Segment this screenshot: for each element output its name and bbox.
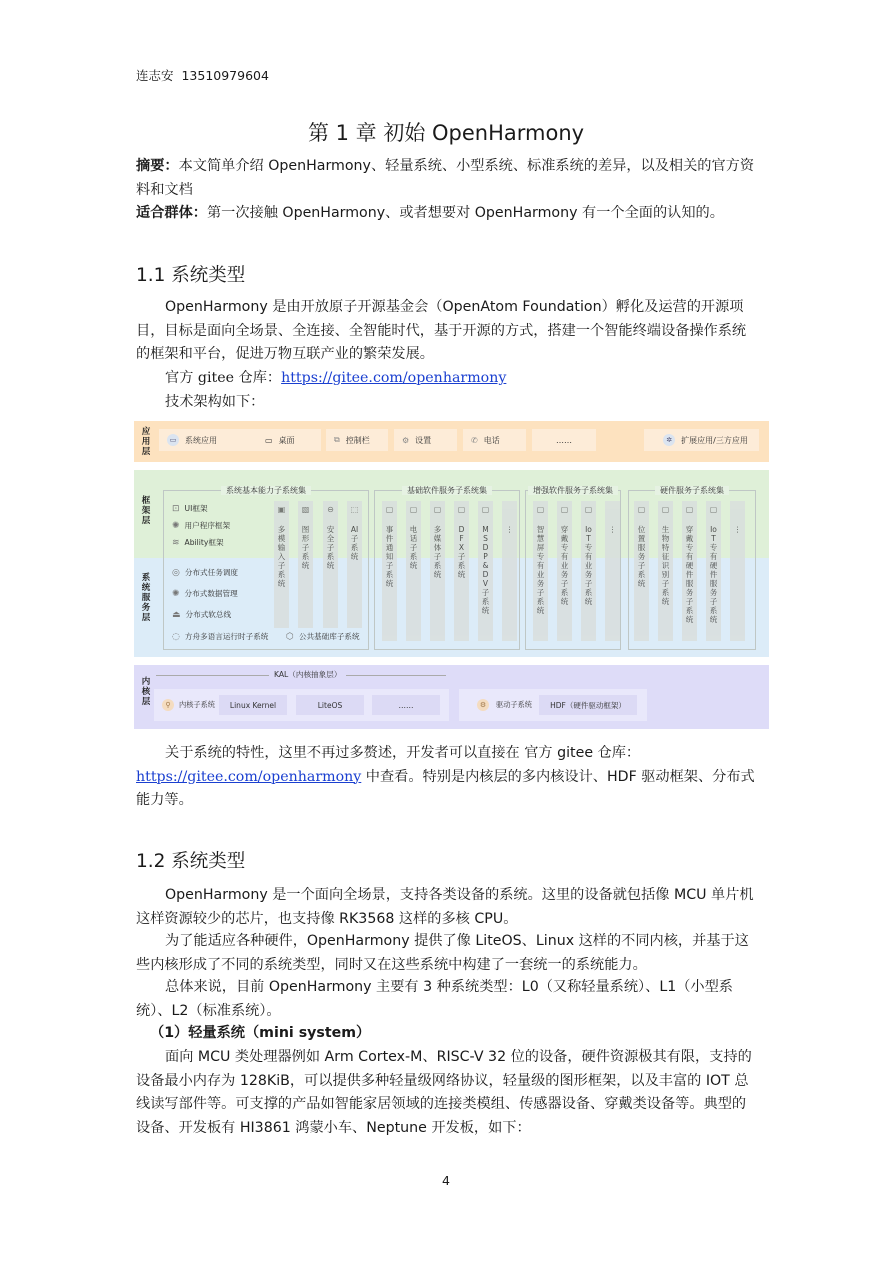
- fw-label: UI框架: [184, 504, 208, 513]
- control-icon: ⧉: [334, 435, 340, 444]
- app-layer-label: 应用层: [141, 427, 151, 457]
- fw-user: [172, 520, 230, 531]
- repo-link[interactable]: https://gitee.com/openharmony: [281, 370, 507, 386]
- kernel-subsystem-box: [154, 689, 449, 721]
- column-label: 多模输入子系统: [277, 525, 286, 588]
- column-label: 事件通知子系统: [385, 525, 394, 588]
- column-hardware-0: [634, 501, 649, 641]
- app-item-label: 系统应用: [185, 435, 217, 445]
- column-label: 穿戴专有硬件服务子系统: [685, 525, 694, 624]
- driver-subsystem-label: 驱动子系统: [496, 700, 532, 709]
- kernel-linux: Linux Kernel: [219, 695, 287, 715]
- audience-paragraph: [136, 202, 758, 226]
- desktop-icon: ▭: [265, 435, 273, 445]
- app-item-label: 电话: [483, 435, 500, 445]
- ability-icon: ≋: [172, 537, 180, 548]
- chapter-title: 第 1 章 初始 OpenHarmony: [307, 121, 585, 145]
- column-enhanced-2: [581, 501, 596, 641]
- app-item-settings: [394, 429, 457, 451]
- column-software-5: [502, 501, 517, 641]
- app-item-desktop: [257, 429, 321, 451]
- panel-title: [526, 485, 620, 496]
- column-software-3: [454, 501, 469, 641]
- summary-label: 摘要：: [136, 158, 179, 174]
- column-enhanced-0: [533, 501, 548, 641]
- subsystem-icon: ▢: [709, 505, 718, 514]
- kernel-layer: [134, 665, 769, 729]
- section-heading-1-1: 1.1 系统类型: [136, 265, 246, 286]
- user-framework-icon: ✺: [172, 520, 180, 531]
- subsystem-icon: ▢: [481, 505, 490, 514]
- paragraph-1-2-a: OpenHarmony 是一个面向全场景，支持各类设备的系统。这里的设备就包括像 MCU 单片机这样资源较少的芯片，也支持像 RK3568 这样的多核 CPU。: [136, 887, 754, 927]
- audience-text: 第一次接触 OpenHarmony、或者想要对 OpenHarmony 有一个全面的认知的。: [206, 205, 724, 221]
- more-icon: [605, 505, 620, 519]
- kernel-layer-label: 内核层: [141, 677, 151, 707]
- svc-label: 方舟多语言运行时子系统: [184, 632, 269, 641]
- repo-line: [136, 367, 758, 391]
- page-header: [136, 66, 269, 84]
- hdf-box: HDF（硬件驱动框架）: [539, 695, 637, 715]
- column-software-2: [430, 501, 445, 641]
- mini-system-paragraph: 面向 MCU 类处理器例如 Arm Cortex-M、RISC-V 32 位的设备，硬件资源极其有限，支持的设备最小内存为 128KiB，可以提供多种轻量级网络协议，轻量级的图形框架，以及丰富的 IOT 总线读写部件等。可支撑的产品如智能家居领域的连接类模组、传感器设备、穿戴类设备等。典型的设备、开发板有 HI3861 鸿蒙小车、Neptune 开发板，如下：: [136, 1049, 752, 1136]
- kernel-liteos: LiteOS: [296, 695, 364, 715]
- app-layer: [134, 421, 769, 462]
- svc-data: [172, 588, 238, 599]
- column-software-0: [382, 501, 397, 641]
- puzzle-icon: ✲: [663, 434, 675, 446]
- panel-title-text: 基础软件服务子系统集: [402, 486, 492, 495]
- ui-framework-icon: ⊡: [172, 503, 180, 514]
- column-hardware-1: [658, 501, 673, 641]
- svc-label: 公共基础库子系统: [298, 632, 360, 641]
- ai-icon: ⬚: [350, 505, 359, 514]
- arch-intro: 技术架构如下：: [165, 394, 265, 410]
- common-lib-icon: ⬡: [286, 631, 294, 642]
- fw-label: Ability框架: [184, 538, 224, 547]
- panel-title-text: 硬件服务子系统集: [655, 486, 729, 495]
- app-item-control: [326, 429, 388, 451]
- subsystem-icon: ▢: [685, 505, 694, 514]
- app-item-phone: [463, 429, 526, 451]
- svc-label: 分布式任务调度: [184, 568, 239, 577]
- svc-common: [286, 631, 360, 642]
- architecture-diagram: [134, 421, 769, 729]
- subsystem-icon: ▢: [385, 505, 394, 514]
- softbus-icon: ⏏: [172, 609, 181, 620]
- column-label: 位置服务子系统: [637, 525, 646, 588]
- fw-ui: [172, 503, 208, 514]
- features-paragraph: [136, 742, 758, 813]
- column-hardware-2: [682, 501, 697, 641]
- app-icon: ▭: [167, 434, 179, 446]
- audience-label: 适合群体：: [136, 205, 207, 221]
- key-icon: ⊖: [327, 505, 334, 514]
- app-item-label: ……: [556, 435, 572, 445]
- kernel-icon: ⚲: [162, 699, 174, 711]
- features-prefix: 关于系统的特性，这里不再过多赘述，开发者可以直接在 官方 gitee 仓库：: [165, 745, 641, 761]
- column-label: ⋮: [608, 525, 617, 534]
- panel-title: [629, 485, 755, 496]
- subsystem-icon: ▢: [661, 505, 670, 514]
- subsystem-icon: ▢: [433, 505, 442, 514]
- graphics-icon: ▧: [301, 505, 310, 514]
- driver-gear-icon: ⚙: [477, 699, 489, 711]
- app-extension-label: 扩展应用/三方应用: [681, 435, 748, 445]
- app-item-label: 桌面: [278, 435, 295, 445]
- service-layer-label: 系统服务层: [141, 573, 151, 623]
- column-label: 图形子系统: [301, 525, 310, 570]
- gear-icon: ⚙: [402, 435, 410, 445]
- column-label: 安全子系统: [326, 525, 335, 570]
- column-graphics: [298, 501, 313, 628]
- svc-label: 分布式数据管理: [184, 589, 238, 598]
- svc-task: [172, 567, 238, 578]
- more-icon: [730, 505, 745, 519]
- input-icon: ▣: [277, 505, 286, 514]
- page-number: 4: [442, 1173, 450, 1188]
- column-ai: [347, 501, 362, 628]
- summary-text: 本文简单介绍 OpenHarmony、轻量系统、小型系统、标准系统的差异，以及相关的官方资料和文档: [136, 158, 755, 198]
- summary-paragraph: [136, 155, 758, 202]
- column-label: ⋮: [505, 525, 514, 534]
- features-suffix: 中查看。特别是内核层的多内核设计、HDF 驱动框架、分布式能力等。: [136, 768, 755, 808]
- author-name: 连志安: [136, 68, 174, 83]
- column-security: [323, 501, 338, 628]
- ark-runtime-icon: ◌: [172, 631, 180, 642]
- fw-label: 用户程序框架: [184, 521, 231, 530]
- panel-title: [164, 485, 368, 496]
- paragraph-1-2-b: 为了能适应各种硬件，OpenHarmony 提供了像 LiteOS、Linux 这样的不同内核，并基于这些内核形成了不同的系统类型，同时又在这些系统中构建了一套统一的系统能力。: [136, 933, 749, 973]
- column-hardware-4: [730, 501, 745, 641]
- column-label: IoT专有业务子系统: [584, 525, 593, 606]
- repo-link-2[interactable]: https://gitee.com/openharmony: [136, 768, 362, 785]
- app-item-more: [532, 429, 596, 451]
- subsystem-icon: ▢: [536, 505, 545, 514]
- fw-ability: [172, 537, 224, 548]
- svc-bus: [172, 609, 231, 620]
- column-label: 电话子系统: [409, 525, 418, 570]
- task-schedule-icon: ◎: [172, 567, 180, 578]
- app-extension: [644, 429, 759, 451]
- column-label: MSDP&DV子系统: [481, 525, 490, 615]
- svc-ark: [172, 631, 268, 642]
- panel-title-text: 系统基本能力子系统集: [221, 486, 311, 495]
- app-item-system-apps: [159, 429, 257, 451]
- column-enhanced-3: [605, 501, 620, 641]
- column-label: 生物特征识别子系统: [661, 525, 670, 606]
- subsystem-icon: ▢: [637, 505, 646, 514]
- subsystem-icon: ▢: [457, 505, 466, 514]
- paragraph-1-2-c: 总体来说，目前 OpenHarmony 主要有 3 种系统类型：L0（又称轻量系统）、L1（小型系统）、L2（标准系统）。: [136, 979, 733, 1019]
- column-label: AI子系统: [350, 525, 359, 561]
- column-label: DFX子系统: [457, 525, 466, 579]
- column-label: 穿戴专有业务子系统: [560, 525, 569, 606]
- driver-subsystem-box: [459, 689, 647, 721]
- kal-label: KAL（内核抽象层）: [269, 669, 346, 680]
- panel-title: [375, 485, 519, 496]
- column-software-1: [406, 501, 421, 641]
- column-multimodal-input: [274, 501, 289, 628]
- more-icon: [502, 505, 517, 519]
- column-label: 多媒体子系统: [433, 525, 442, 579]
- subsystem-icon: ▢: [409, 505, 418, 514]
- panel-title-text: 增强软件服务子系统集: [528, 486, 618, 495]
- column-label: ⋮: [733, 525, 742, 534]
- column-enhanced-1: [557, 501, 572, 641]
- app-item-label: 设置: [415, 435, 432, 445]
- column-software-4: [478, 501, 493, 641]
- author-phone: 13510979604: [181, 68, 269, 83]
- subsystem-icon: ▢: [584, 505, 593, 514]
- subsystem-icon: ▢: [560, 505, 569, 514]
- app-item-label: 控制栏: [345, 435, 370, 445]
- mini-system-heading: （1）轻量系统（mini system）: [150, 1025, 371, 1041]
- section-heading-1-2: 1.2 系统类型: [136, 851, 246, 872]
- intro-paragraph: OpenHarmony 是由开放原子开源基金会（OpenAtom Foundation）孵化及运营的开源项目，目标是面向全场景、全连接、全智能时代，基于开源的方式，搭建一个智能终端设备操作系统的框架和平台，促进万物互联产业的繁荣发展。: [136, 299, 747, 362]
- column-label: 智慧屏专有业务子系统: [536, 525, 545, 615]
- kernel-subsystem-label: 内核子系统: [179, 700, 215, 709]
- kernel-more: ……: [372, 695, 440, 715]
- data-manage-icon: ✺: [172, 588, 180, 599]
- repo-label: 官方 gitee 仓库：: [165, 370, 282, 386]
- column-hardware-3: [706, 501, 721, 641]
- phone-icon: ✆: [471, 435, 478, 445]
- column-label: IoT专有硬件服务子系统: [709, 525, 718, 624]
- svc-label: 分布式软总线: [185, 610, 232, 619]
- framework-layer-label: 框架层: [141, 496, 151, 526]
